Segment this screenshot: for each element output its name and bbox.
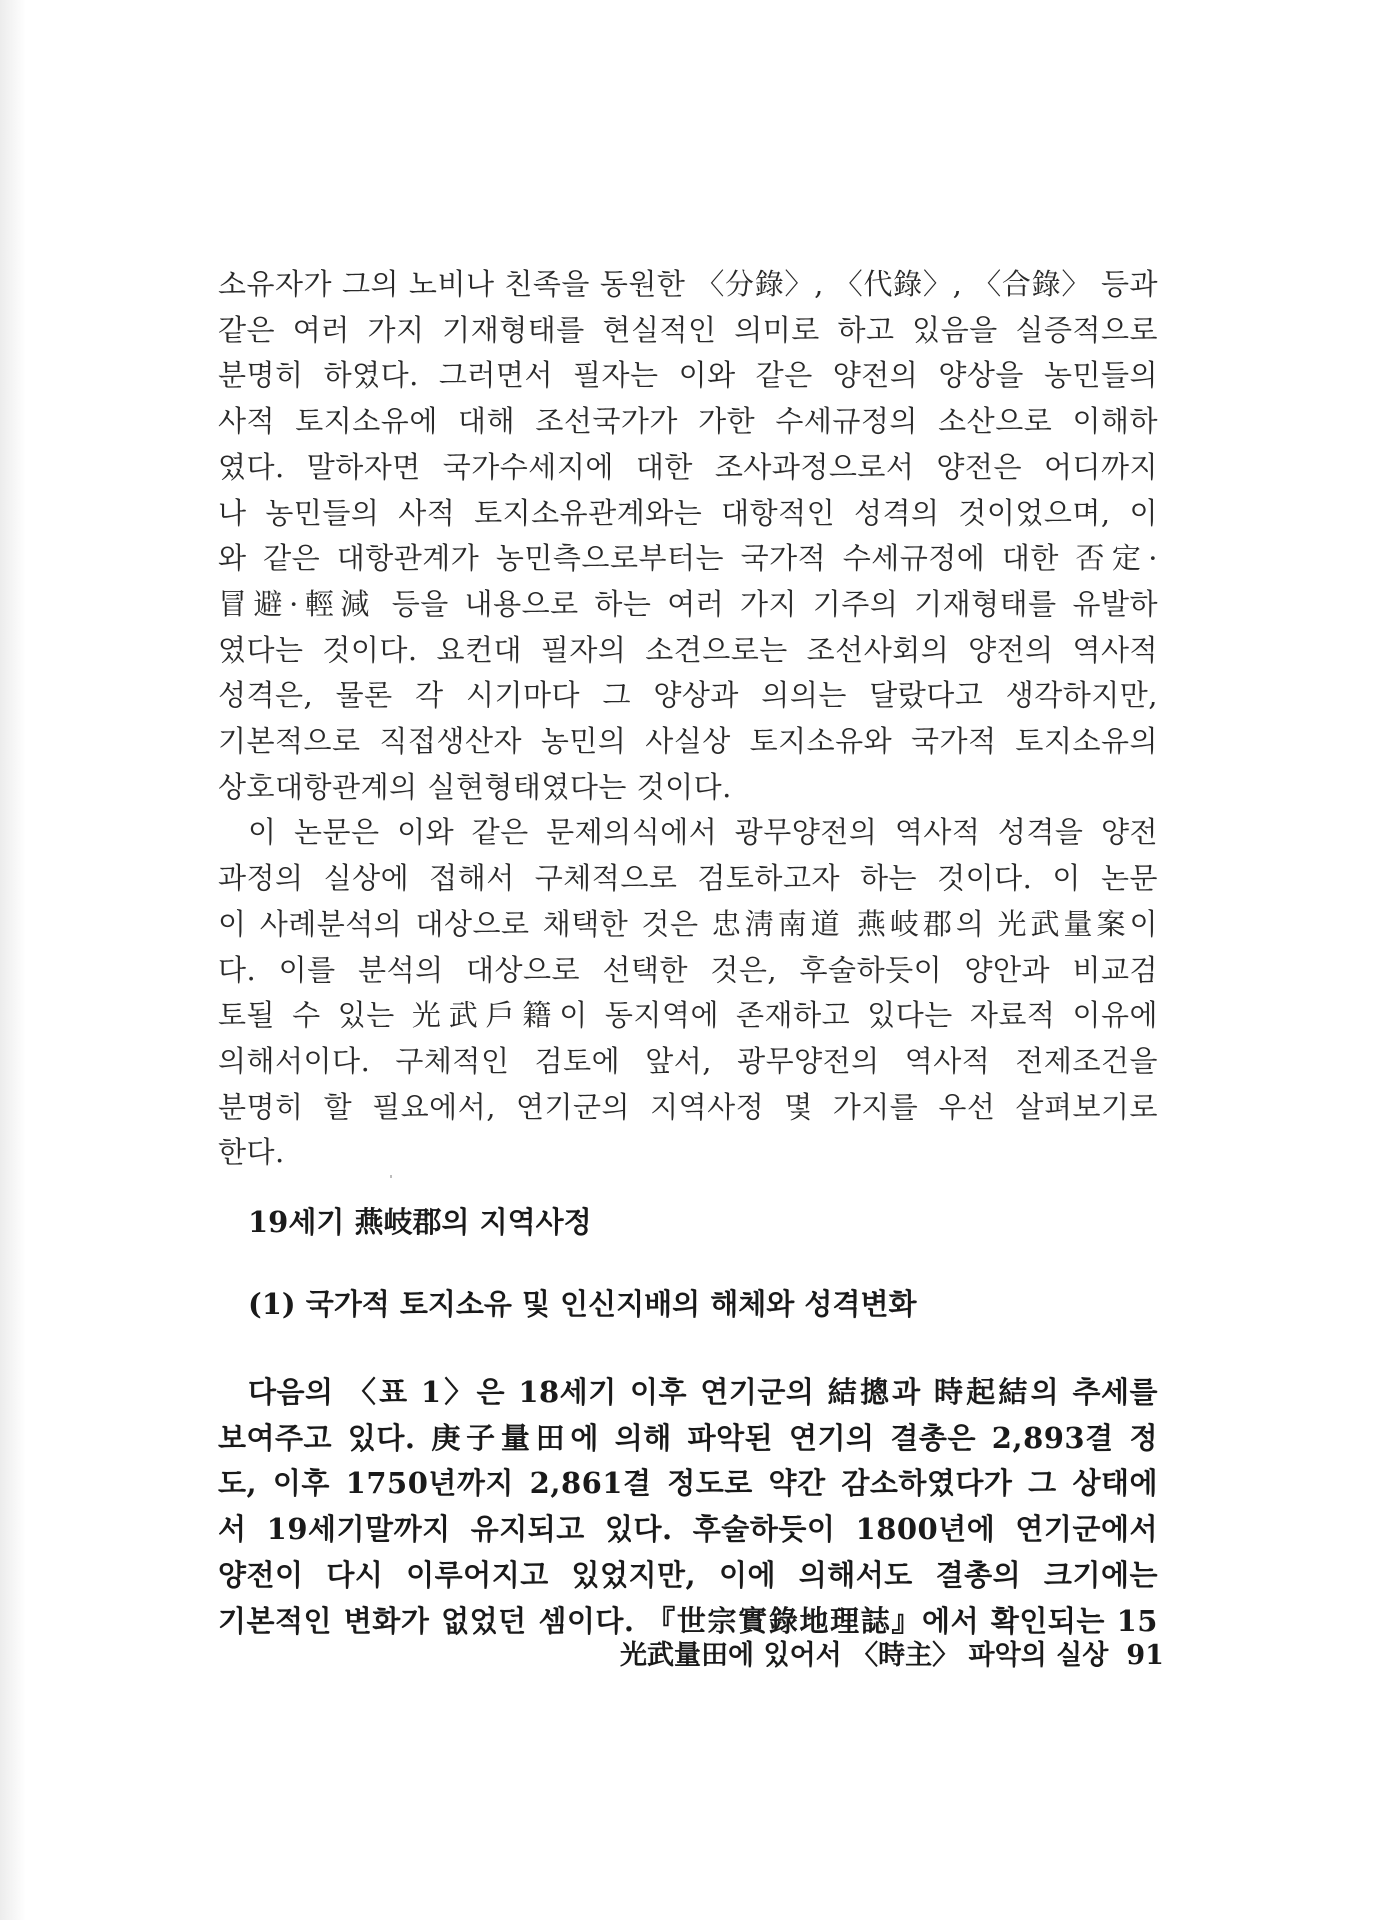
paragraph-2-line: 의해서이다. 구체적인 검토에 앞서, 광무양전의 역사적 전제조건을 — [218, 1043, 1158, 1078]
paragraph-1-line: 성격은, 물론 각 시기마다 그 양상과 의의는 달랐다고 생각하지만, — [218, 678, 1158, 713]
page-footer — [620, 1633, 1164, 1672]
paragraph-2-line: 한다. — [218, 1135, 285, 1170]
section-title: 19세기 燕岐郡의 지역사정 — [248, 1205, 592, 1239]
body-text-bottom — [218, 1370, 1158, 1644]
paragraph-3-line: 도, 이후 1750년까지 2,861결 정도로 약간 감소하였다가 그 상태에 — [218, 1466, 1158, 1501]
paragraph-3-line: 보여주고 있다. 庚子量田에 의해 파악된 연기의 결총은 2,893결 정 — [218, 1420, 1158, 1455]
paragraph-2-line: 과정의 실상에 접해서 구체적으로 검토하고자 하는 것이다. 이 논문 — [218, 861, 1158, 896]
paragraph-1-line: 나 농민들의 사적 토지소유관계와는 대항적인 성격의 것이었으며, 이 — [218, 495, 1158, 530]
running-title: 光武量田에 있어서 〈時主〉 파악의 실상 — [620, 1640, 1109, 1671]
page-number: 91 — [1126, 1640, 1164, 1671]
paragraph-3-line: 다음의 〈표 1〉은 18세기 이후 연기군의 結摠과 時起結의 추세를 — [248, 1375, 1158, 1409]
paragraph-3-line: 서 19세기말까지 유지되고 있다. 후술하듯이 1800년에 연기군에서 — [218, 1512, 1158, 1547]
paragraph-3-line: 기본적인 변화가 없었던 셈이다. 『世宗實錄地理誌』에서 확인되는 15 — [218, 1603, 1158, 1638]
body-text-top — [218, 262, 1158, 1176]
paragraph-2-line: 토될 수 있는 光武戶籍이 동지역에 존재하고 있다는 자료적 이유에 — [218, 998, 1158, 1033]
paragraph-1-line: 였다. 말하자면 국가수세지에 대한 조사과정으로서 양전은 어디까지 — [218, 449, 1158, 484]
paragraph-1-line: 였다는 것이다. 요컨대 필자의 소견으로는 조선사회의 양전의 역사적 — [218, 632, 1158, 667]
paragraph-2-line: 이 논문은 이와 같은 문제의식에서 광무양전의 역사적 성격을 양전 — [248, 815, 1158, 850]
paragraph-1-line: 기본적으로 직접생산자 농민의 사실상 토지소유와 국가적 토지소유의 — [218, 724, 1158, 759]
subsection-title: (1) 국가적 토지소유 및 인신지배의 해체와 성격변화 — [248, 1287, 917, 1321]
paragraph-2 — [218, 810, 1158, 1176]
paragraph-2-line: 분명히 할 필요에서, 연기군의 지역사정 몇 가지를 우선 살펴보기로 — [218, 1089, 1158, 1124]
paragraph-2-line: 이 사례분석의 대상으로 채택한 것은 忠淸南道 燕岐郡의 光武量案이 — [218, 906, 1158, 941]
paragraph-1-line: 분명히 하였다. 그러면서 필자는 이와 같은 양전의 양상을 농민들의 — [218, 358, 1158, 393]
paragraph-3 — [218, 1370, 1158, 1644]
paragraph-1 — [218, 262, 1158, 810]
paragraph-1-line: 冒避·輕減 등을 내용으로 하는 여러 가지 기주의 기재형태를 유발하 — [218, 586, 1158, 621]
paragraph-2-line: 다. 이를 분석의 대상으로 선택한 것은, 후술하듯이 양안과 비교검 — [218, 952, 1158, 987]
paragraph-1-line: 소유자가 그의 노비나 친족을 동원한 〈分錄〉, 〈代錄〉, 〈合錄〉 등과 — [218, 267, 1158, 301]
paragraph-3-line: 양전이 다시 이루어지고 있었지만, 이에 의해서도 결총의 크기에는 — [218, 1557, 1158, 1592]
scan-speck — [390, 1175, 392, 1178]
scan-edge-shadow — [0, 0, 26, 1920]
paragraph-1-line: 상호대항관계의 실현형태였다는 것이다. — [218, 769, 732, 804]
paragraph-1-line: 와 같은 대항관계가 농민측으로부터는 국가적 수세규정에 대한 否定· — [218, 541, 1158, 576]
paragraph-1-line: 같은 여러 가지 기재형태를 현실적인 의미로 하고 있음을 실증적으로 — [218, 312, 1158, 347]
paragraph-1-line: 사적 토지소유에 대해 조선국가가 가한 수세규정의 소산으로 이해하 — [218, 404, 1158, 439]
